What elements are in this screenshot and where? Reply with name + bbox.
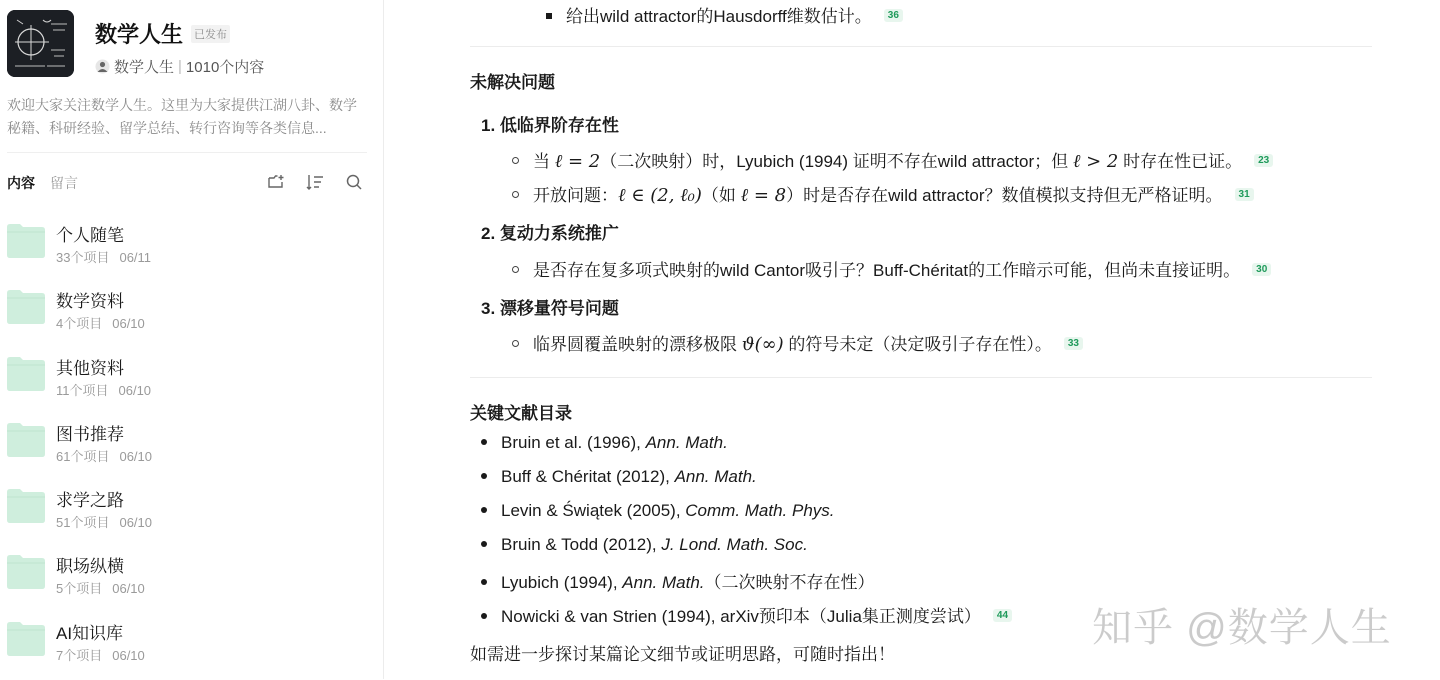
folder-name: 数学资料 xyxy=(56,292,124,312)
content-count: 1010个内容 xyxy=(185,59,265,76)
hollow-bullet xyxy=(512,157,519,164)
folder-date: 06/10 xyxy=(119,515,153,531)
text-run: 是否存在复多项式映射的wild Cantor吸引子？Buff-Chéritat的工作暗示可能，但尚未直接证明。 xyxy=(533,261,1241,280)
folder-date: 06/10 xyxy=(112,316,145,332)
sidebar-toolbar xyxy=(266,172,383,192)
reference-authors: Bruin et al. (1996), xyxy=(501,433,646,452)
problem-number: 2. xyxy=(481,224,496,243)
folder-count: 33个项目 xyxy=(56,250,110,265)
folder-icon xyxy=(7,423,45,457)
text-run: ）时是否存在wild attractor？数值模拟支持但无严格证明。 xyxy=(786,186,1223,205)
chalkboard-avatar-image xyxy=(7,10,74,77)
folder-meta xyxy=(56,645,145,664)
folder-date: 06/10 xyxy=(118,382,152,398)
separator: | xyxy=(178,58,182,75)
dot-bullet xyxy=(481,541,487,547)
folder-meta xyxy=(56,313,145,332)
reference-authors: Bruin & Todd (2012), xyxy=(501,535,662,554)
text-run: 当 xyxy=(533,152,555,171)
reference-item xyxy=(481,501,835,521)
problem-heading xyxy=(481,219,619,244)
list-item xyxy=(512,181,1254,206)
citation-badge[interactable]: 23 xyxy=(1254,154,1273,167)
folder-date: 06/10 xyxy=(112,647,145,663)
new-folder-icon[interactable] xyxy=(266,172,286,192)
hollow-bullet xyxy=(512,340,519,347)
kb-description: 欢迎大家关注数学人生。这里为大家提供江湖八卦、数学秘籍、科研经验、留学总结、转行咨询等各类信息... xyxy=(7,97,357,136)
folder-meta xyxy=(56,578,145,597)
list-item xyxy=(546,2,903,27)
math-formula: ϑ(∞) xyxy=(741,334,784,355)
problem-number: 3. xyxy=(481,299,496,318)
section-divider xyxy=(470,377,1372,378)
folder-item[interactable] xyxy=(7,547,367,613)
reference-journal: J. Lond. Math. Soc. xyxy=(661,535,808,554)
folder-item[interactable] xyxy=(7,481,367,547)
section-heading-unsolved: 未解决问题 xyxy=(470,73,555,92)
reference-authors: Lyubich (1994), xyxy=(501,573,623,592)
list-item xyxy=(512,330,1083,355)
sidebar xyxy=(0,0,384,679)
folder-count: 5个项目 xyxy=(56,581,103,597)
folder-list xyxy=(7,216,367,680)
math-formula: ℓ > 2 xyxy=(1072,151,1119,172)
folder-count: 4个项目 xyxy=(56,316,103,332)
tab-comments[interactable]: 留言 xyxy=(50,175,78,191)
problem-heading xyxy=(481,111,619,136)
folder-meta xyxy=(56,512,152,531)
dot-bullet xyxy=(481,439,487,445)
reference-authors: Buff & Chéritat (2012), xyxy=(501,467,675,486)
list-text: 给出wild attractor的Hausdorff维数估计。 xyxy=(566,7,872,26)
reference-item xyxy=(481,568,875,593)
problem-title: 漂移量符号问题 xyxy=(499,299,619,318)
folder-count: 61个项目 xyxy=(56,448,110,464)
hollow-bullet xyxy=(512,266,519,273)
folder-name: 其他资料 xyxy=(56,358,124,378)
dot-bullet xyxy=(481,507,487,513)
folder-meta xyxy=(56,446,152,465)
citation-badge[interactable]: 36 xyxy=(884,9,903,22)
folder-icon xyxy=(7,555,45,589)
section-divider xyxy=(470,46,1372,47)
reference-journal: Ann. Math. xyxy=(645,433,728,452)
text-run: 开放问题： xyxy=(533,186,618,205)
citation-badge[interactable]: 31 xyxy=(1235,188,1254,201)
folder-date: 06/10 xyxy=(119,448,153,464)
dot-bullet xyxy=(481,579,487,585)
sidebar-tabs xyxy=(7,173,93,193)
search-icon[interactable] xyxy=(344,172,364,192)
document-body xyxy=(470,0,1380,679)
folder-icon xyxy=(7,357,45,391)
author-avatar-icon xyxy=(95,59,110,74)
folder-name: 职场纵横 xyxy=(56,557,124,577)
hollow-bullet xyxy=(512,191,519,198)
list-item xyxy=(512,147,1273,172)
folder-item[interactable] xyxy=(7,415,367,481)
folder-name: 图书推荐 xyxy=(56,424,124,444)
folder-date: 06/11 xyxy=(119,250,152,265)
math-formula: ℓ = 2 xyxy=(554,151,601,172)
author-name[interactable]: 数学人生 xyxy=(114,59,175,76)
folder-icon xyxy=(7,489,45,523)
text-run: 时存在性已证。 xyxy=(1118,152,1243,171)
tab-content[interactable]: 内容 xyxy=(7,175,35,191)
author-row xyxy=(95,56,264,77)
folder-count: 7个项目 xyxy=(56,647,103,663)
folder-icon xyxy=(7,290,45,324)
folder-name: AI知识库 xyxy=(56,623,124,643)
watermark: 知乎 @数学人生 xyxy=(1092,606,1392,650)
closing-text: 如需进一步探讨某篇论文细节或证明思路，可随时指出！ xyxy=(470,645,895,664)
reference-item xyxy=(481,433,728,453)
folder-count: 11个项目 xyxy=(56,382,109,398)
reference-journal: Comm. Math. Phys. xyxy=(685,501,835,520)
dot-bullet xyxy=(481,613,487,619)
reference-journal: Ann. Math. xyxy=(674,467,757,486)
problem-title: 复动力系统推广 xyxy=(499,224,619,243)
folder-item[interactable] xyxy=(7,614,367,680)
avatar[interactable] xyxy=(7,10,74,77)
dot-bullet xyxy=(481,473,487,479)
folder-item[interactable] xyxy=(7,216,367,282)
text-run: （二次映射）时，Lyubich (1994) 证明不存在wild attractor；但 xyxy=(600,152,1073,171)
reference-authors: Nowicki & van Strien (1994), arXiv预印本（Julia集正测度尝试） xyxy=(501,607,981,626)
reference-item xyxy=(481,535,808,555)
reference-authors: Levin & Świątek (2005), xyxy=(501,501,686,520)
text-run: 的符号未定（决定吸引子存在性）。 xyxy=(783,335,1052,354)
reference-journal: Ann. Math. xyxy=(622,573,705,592)
folder-count: 51个项目 xyxy=(56,515,110,531)
sort-icon[interactable] xyxy=(305,172,325,192)
folder-meta xyxy=(56,247,151,266)
square-bullet xyxy=(546,13,552,19)
folder-item[interactable] xyxy=(7,349,367,415)
folder-date: 06/10 xyxy=(112,581,145,597)
folder-name: 求学之路 xyxy=(56,491,124,511)
reference-note: （二次映射不存在性） xyxy=(704,573,875,592)
problem-title: 低临界阶存在性 xyxy=(499,116,619,135)
citation-badge[interactable]: 44 xyxy=(993,609,1012,622)
text-run: （如 xyxy=(701,186,741,205)
text-run: 临界圆覆盖映射的漂移极限 xyxy=(533,335,742,354)
reference-item xyxy=(481,467,757,487)
citation-badge[interactable]: 30 xyxy=(1252,263,1271,276)
folder-icon xyxy=(7,622,45,656)
math-formula: ℓ = 8 xyxy=(740,185,787,206)
folder-meta xyxy=(56,380,151,399)
section-heading-references: 关键文献目录 xyxy=(470,404,572,423)
citation-badge[interactable]: 33 xyxy=(1064,337,1083,350)
math-formula: ℓ ∈ (2, ℓ₀) xyxy=(618,185,702,206)
folder-icon xyxy=(7,224,45,258)
published-badge: 已发布 xyxy=(191,25,230,43)
folder-item[interactable] xyxy=(7,282,367,348)
divider xyxy=(7,152,367,153)
list-item xyxy=(512,256,1271,281)
folder-name: 个人随笔 xyxy=(56,226,124,245)
knowledge-base-title: 数学人生 xyxy=(95,22,184,47)
problem-heading xyxy=(481,294,619,319)
reference-item xyxy=(481,602,1012,627)
problem-number: 1. xyxy=(481,116,496,135)
